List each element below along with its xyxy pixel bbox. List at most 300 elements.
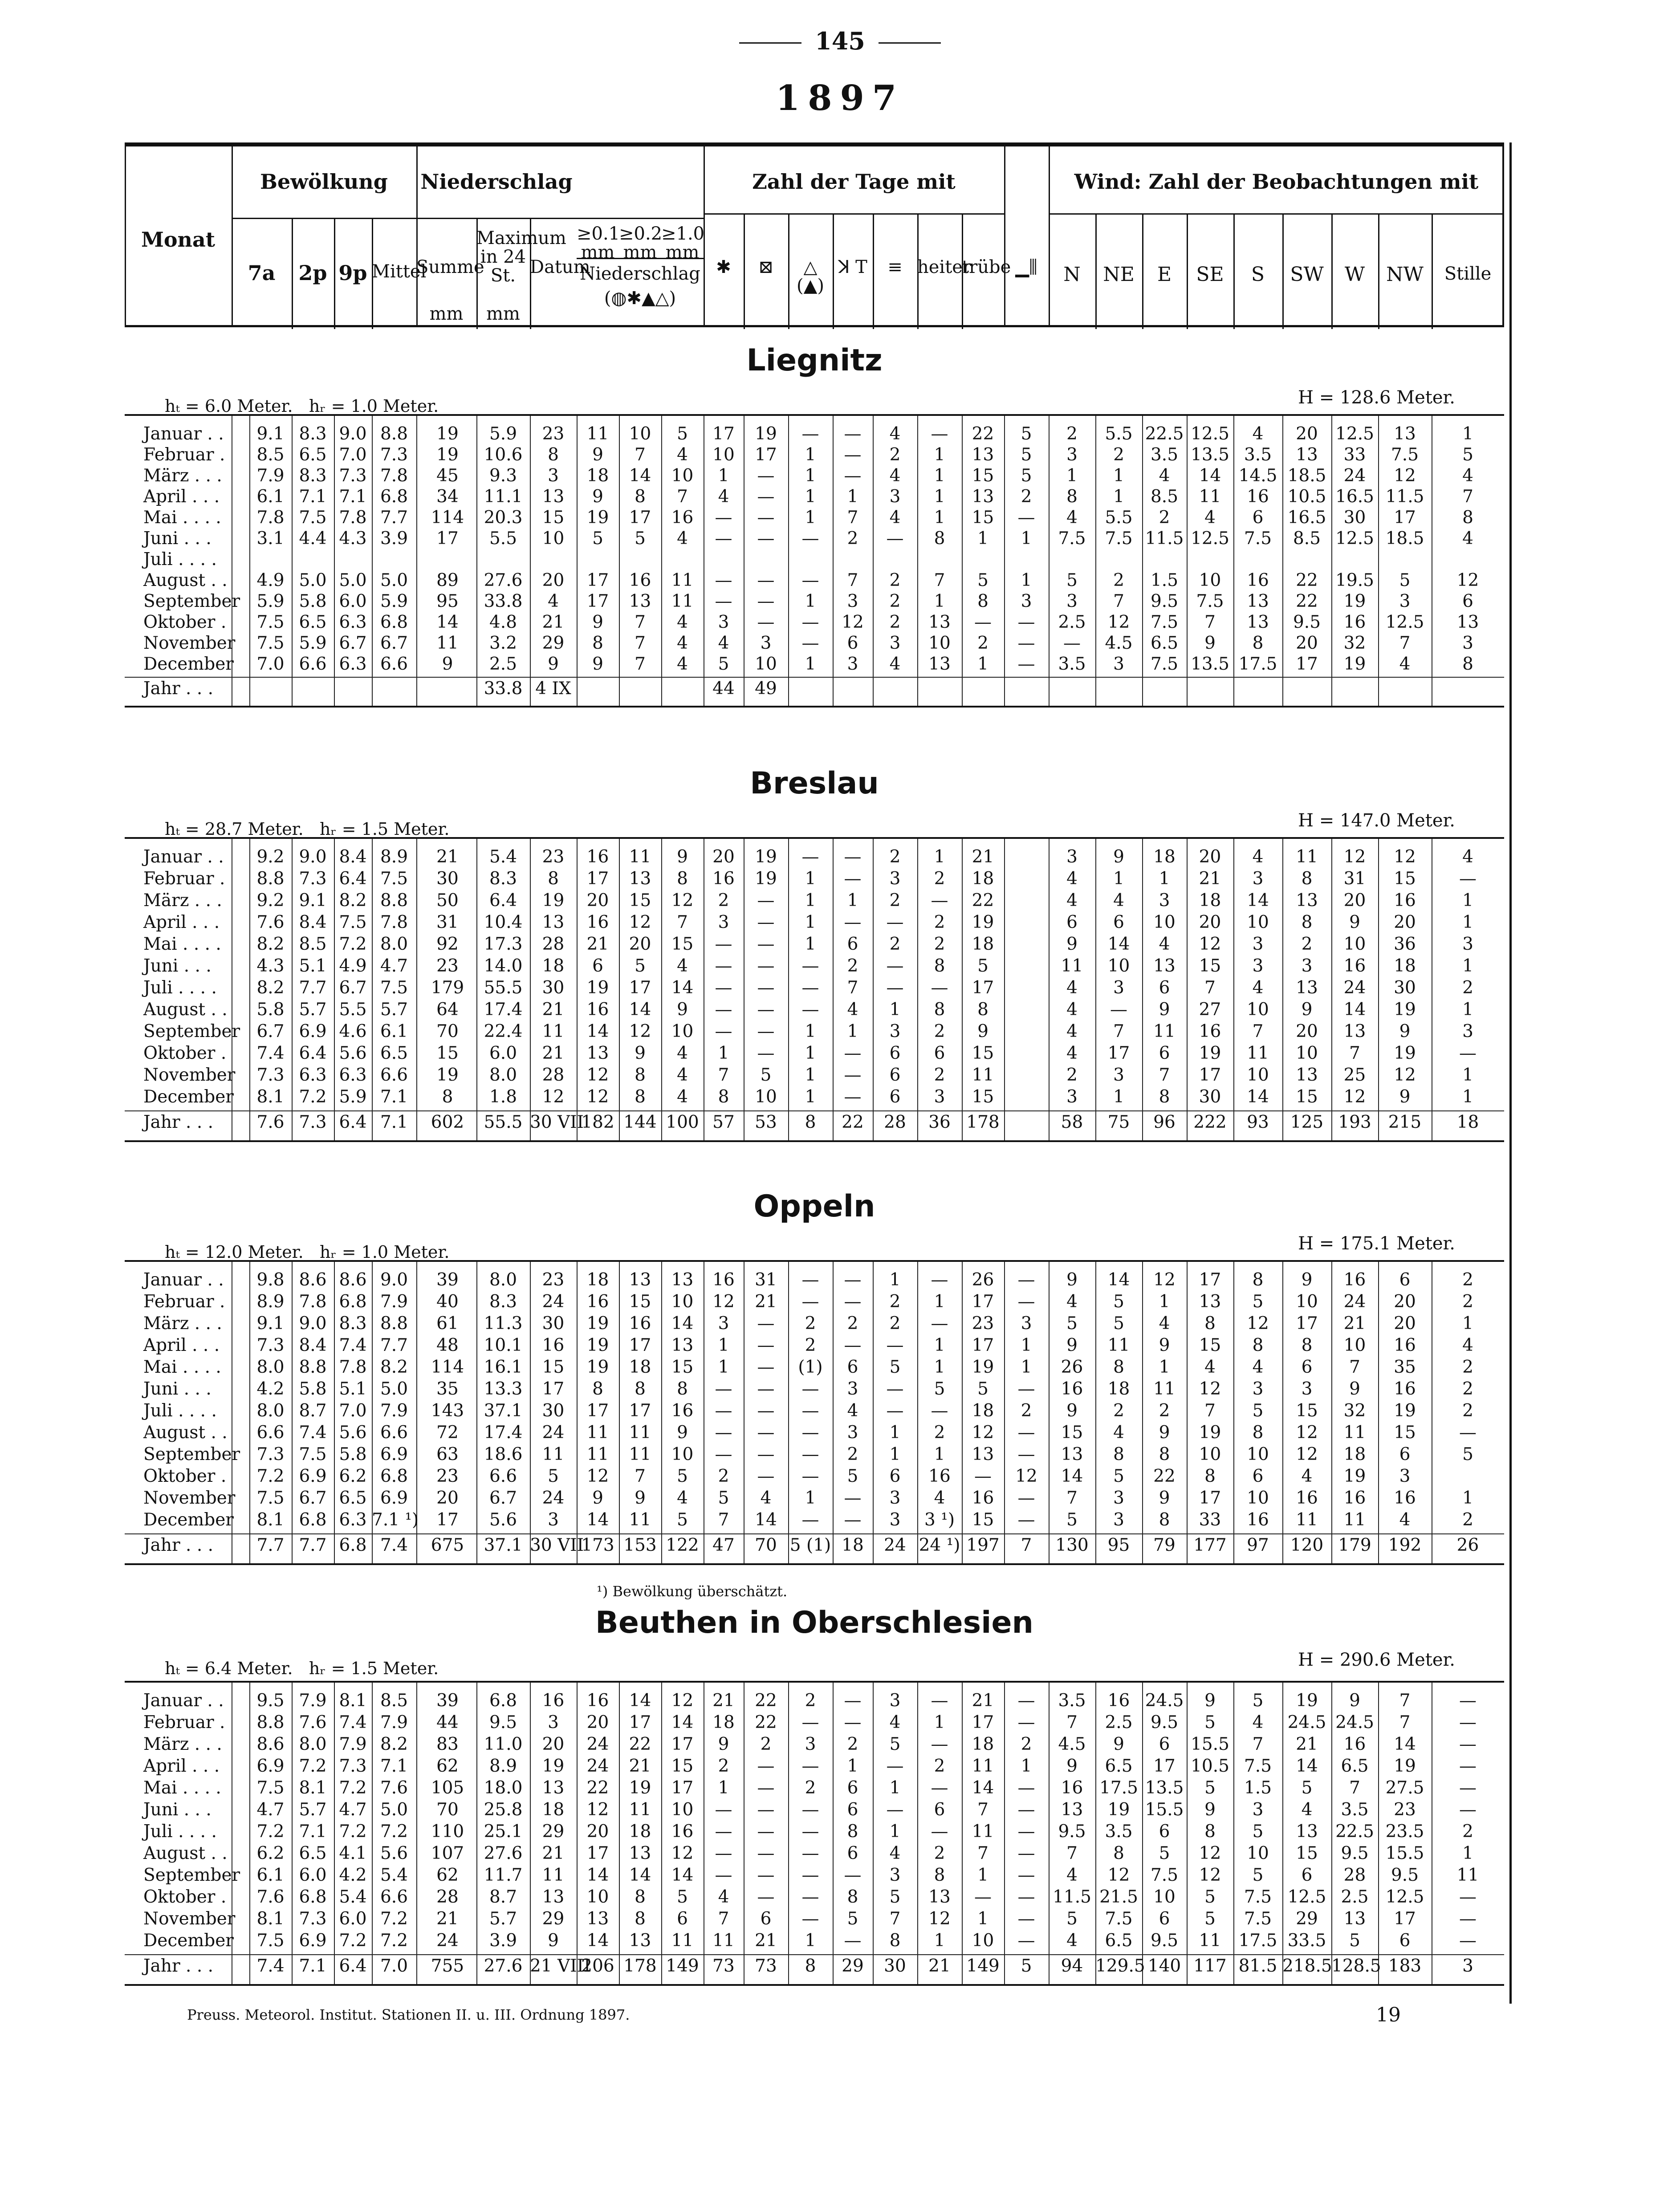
- table-cell: 5: [1399, 570, 1411, 590]
- table-cell: 5: [1252, 1401, 1264, 1421]
- table-cell: 12.5: [1191, 529, 1229, 549]
- table-cell: 2: [847, 1444, 858, 1464]
- table-cell: 10.4: [484, 912, 523, 932]
- table-cell: —: [757, 591, 775, 611]
- table-cell: 6.1: [380, 1021, 408, 1041]
- table-cell: 2: [889, 612, 901, 632]
- table-cell: 6.3: [339, 612, 367, 632]
- table-cell: —: [844, 1292, 862, 1312]
- table-cell: 19: [1296, 1691, 1318, 1711]
- table-cell: 7: [1066, 1843, 1078, 1863]
- table-cell: 10: [1296, 1292, 1318, 1312]
- table-cell: 12.5: [1335, 529, 1374, 549]
- table-cell: 7: [718, 1909, 729, 1929]
- table-cell: 2: [847, 1314, 858, 1334]
- table-cell: 3: [1399, 1466, 1411, 1486]
- table-cell: —: [715, 978, 732, 998]
- table-cell: —: [757, 1887, 775, 1907]
- table-cell: 1: [847, 1021, 858, 1041]
- table-cell: 6.3: [299, 1065, 327, 1085]
- table-cell: 3: [548, 1712, 559, 1732]
- month-label: August . .: [143, 1843, 228, 1863]
- table-cell: 7.4: [339, 1712, 367, 1732]
- table-cell: 9.2: [256, 891, 285, 911]
- table-cell: 7.7: [256, 1535, 285, 1555]
- table-cell: 17.5: [1238, 1931, 1277, 1951]
- table-cell: —: [931, 891, 948, 911]
- table-cell: 1: [718, 1778, 729, 1798]
- table-cell: 6: [677, 1909, 688, 1929]
- table-cell: 9.5: [1150, 591, 1179, 611]
- table-cell: 14: [586, 1510, 609, 1530]
- table-cell: 16: [1394, 1335, 1416, 1355]
- table-cell: —: [757, 1379, 775, 1399]
- table-cell: 8.1: [256, 1087, 285, 1107]
- table-cell: 8: [1462, 654, 1473, 674]
- table-cell: 7.1: [299, 487, 327, 507]
- table-cell: 4: [1462, 466, 1473, 486]
- table-cell: 4: [1252, 1357, 1264, 1377]
- table-cell: 19: [755, 869, 777, 889]
- table-cell: 10: [1247, 1000, 1269, 1020]
- table-cell: 12: [586, 1466, 609, 1486]
- month-label: Juli . . . .: [143, 1401, 217, 1421]
- hr-label: hᵣ = 1.5 Meter.: [309, 1659, 439, 1678]
- month-label: December: [143, 654, 234, 674]
- table-cell: 13: [1153, 956, 1176, 976]
- table-cell: 95: [1107, 1535, 1130, 1555]
- table-cell: 21: [712, 1691, 735, 1711]
- table-cell: 6.3: [339, 1510, 367, 1530]
- table-cell: —: [757, 891, 775, 911]
- table-cell: 19.5: [1335, 570, 1374, 590]
- table-cell: 6.3: [339, 654, 367, 674]
- table-cell: 1: [1462, 1065, 1473, 1085]
- table-cell: 22.5: [1335, 1822, 1374, 1842]
- table-cell: 10: [671, 1021, 694, 1041]
- table-cell: 149: [666, 1956, 699, 1976]
- table-cell: 4: [1066, 1865, 1078, 1885]
- month-label: August . .: [143, 1423, 228, 1443]
- table-cell: 1: [805, 891, 816, 911]
- table-cell: 9.1: [256, 1314, 285, 1334]
- table-cell: 17: [972, 1712, 994, 1732]
- table-cell: 5: [977, 570, 988, 590]
- table-rule: [125, 1110, 1504, 1111]
- table-cell: 33.5: [1287, 1931, 1326, 1951]
- table-cell: 3 ¹): [924, 1510, 955, 1530]
- table-cell: 4: [718, 1887, 729, 1907]
- table-cell: 5: [1252, 1691, 1264, 1711]
- table-cell: 17: [712, 424, 735, 444]
- table-cell: 9: [677, 1000, 688, 1020]
- table-cell: 15: [542, 1357, 565, 1377]
- table-cell: 16: [1199, 1021, 1221, 1041]
- table-cell: 12.5: [1191, 424, 1229, 444]
- table-cell: 5.6: [380, 1843, 408, 1863]
- month-label: November: [143, 1065, 236, 1085]
- table-cell: 16.5: [1287, 508, 1326, 528]
- table-cell: 21: [542, 1843, 565, 1863]
- table-cell: 114: [431, 1357, 464, 1377]
- table-cell: —: [1017, 633, 1035, 653]
- table-cell: 19: [586, 978, 609, 998]
- table-cell: 13: [928, 612, 951, 632]
- table-cell: 3: [1159, 891, 1170, 911]
- table-cell: —: [886, 1379, 904, 1399]
- station-ht: [165, 396, 439, 416]
- table-cell: 11: [542, 1444, 565, 1464]
- table-cell: 14: [1199, 466, 1221, 486]
- table-cell: 11: [972, 1065, 994, 1085]
- table-cell: 93: [1247, 1112, 1269, 1132]
- ht-label: hₜ = 6.4 Meter.: [165, 1659, 293, 1678]
- table-cell: 83: [436, 1734, 459, 1754]
- table-cell: 4: [1204, 508, 1216, 528]
- table-cell: 35: [436, 1379, 459, 1399]
- table-cell: 11: [1153, 1379, 1176, 1399]
- table-cell: 5.0: [380, 1800, 408, 1820]
- table-cell: 17: [586, 1843, 609, 1863]
- table-cell: 15: [972, 466, 994, 486]
- month-label: März . . .: [143, 1734, 222, 1754]
- table-cell: 1: [1462, 1488, 1473, 1508]
- table-cell: 7.6: [256, 912, 285, 932]
- table-cell: 29: [1296, 1909, 1318, 1929]
- table-cell: 1: [847, 487, 858, 507]
- table-cell: 8.1: [339, 1691, 367, 1711]
- table-cell: 5: [1021, 466, 1032, 486]
- table-cell: 14.0: [484, 956, 523, 976]
- table-cell: 6.7: [339, 978, 367, 998]
- table-cell: 8: [677, 1379, 688, 1399]
- table-cell: 14: [629, 1865, 651, 1885]
- table-cell: 9: [1204, 633, 1216, 653]
- table-cell: —: [844, 1335, 862, 1355]
- table-cell: 6.5: [299, 445, 327, 465]
- table-cell: 4.7: [380, 956, 408, 976]
- table-cell: 7.0: [339, 1401, 367, 1421]
- header-rule: [1049, 213, 1504, 215]
- table-cell: 5.9: [489, 424, 517, 444]
- table-cell: 21: [542, 1043, 565, 1063]
- table-cell: 4.9: [339, 956, 367, 976]
- table-cell: 2: [1159, 508, 1170, 528]
- table-cell: 8.7: [299, 1401, 327, 1421]
- table-cell: 5: [592, 529, 603, 549]
- table-cell: 7.1: [380, 1087, 408, 1107]
- table-cell: 4: [677, 1488, 688, 1508]
- table-cell: 18: [629, 1822, 651, 1842]
- table-cell: 12: [972, 1423, 994, 1443]
- table-cell: 13: [586, 1909, 609, 1929]
- table-cell: 143: [431, 1401, 464, 1421]
- table-cell: 2: [1021, 487, 1032, 507]
- table-cell: 7.2: [380, 1909, 408, 1929]
- table-cell: 7.5: [1058, 529, 1086, 549]
- table-cell: —: [801, 1822, 819, 1842]
- table-cell: 12: [928, 1909, 951, 1929]
- table-cell: 4: [889, 424, 901, 444]
- table-cell: 7: [1399, 1712, 1411, 1732]
- table-cell: —: [1017, 1270, 1035, 1290]
- table-rule: [125, 677, 1504, 678]
- table-cell: 8.5: [299, 934, 327, 954]
- table-cell: 8: [1159, 1444, 1170, 1464]
- table-cell: 1: [1113, 466, 1124, 486]
- table-cell: 21: [586, 934, 609, 954]
- table-cell: 18: [842, 1535, 864, 1555]
- station-title: Liegnitz: [746, 343, 883, 378]
- table-cell: 12.5: [1385, 1887, 1424, 1907]
- table-cell: 50: [436, 891, 459, 911]
- table-cell: 16: [671, 1401, 694, 1421]
- table-cell: 20.3: [484, 508, 523, 528]
- table-cell: 22.4: [484, 1021, 523, 1041]
- table-cell: 36: [928, 1112, 951, 1132]
- table-cell: 16: [972, 1488, 994, 1508]
- table-cell: 16: [1061, 1778, 1083, 1798]
- table-cell: 14: [586, 1021, 609, 1041]
- table-cell: 10: [972, 1931, 994, 1951]
- table-cell: 6: [1159, 1909, 1170, 1929]
- table-cell: 8: [977, 1000, 988, 1020]
- table-cell: 13: [629, 1843, 651, 1863]
- table-cell: —: [844, 1712, 862, 1732]
- table-cell: 8: [1252, 1423, 1264, 1443]
- table-cell: 2: [805, 1335, 816, 1355]
- table-cell: 16.5: [1335, 487, 1374, 507]
- table-cell: 7.6: [299, 1712, 327, 1732]
- table-cell: 8.8: [380, 891, 408, 911]
- table-cell: 7.3: [299, 1909, 327, 1929]
- table-cell: 7.5: [256, 1778, 285, 1798]
- table-cell: 5: [1252, 1865, 1264, 1885]
- table-cell: 5: [1113, 1466, 1124, 1486]
- table-cell: —: [1459, 1756, 1477, 1776]
- table-cell: 22: [629, 1734, 651, 1754]
- table-cell: 12: [671, 891, 694, 911]
- table-cell: —: [1017, 1444, 1035, 1464]
- table-cell: 19: [1394, 1043, 1416, 1063]
- table-cell: —: [844, 1931, 862, 1951]
- table-cell: 7.5: [1150, 612, 1179, 632]
- table-cell: 12: [629, 912, 651, 932]
- table-cell: 5.9: [339, 1087, 367, 1107]
- ht-label: hₜ = 12.0 Meter.: [165, 1242, 304, 1262]
- table-cell: 9: [592, 654, 603, 674]
- table-cell: 28: [542, 934, 565, 954]
- table-cell: —: [715, 1423, 732, 1443]
- month-label: Februar .: [143, 1292, 225, 1312]
- table-cell: 7.3: [256, 1065, 285, 1085]
- table-cell: 15: [629, 891, 651, 911]
- table-cell: 4 IX: [535, 679, 571, 699]
- table-cell: 1: [977, 529, 988, 549]
- table-cell: 8.4: [299, 1335, 327, 1355]
- table-cell: —: [1110, 1000, 1127, 1020]
- table-cell: —: [931, 1314, 948, 1334]
- table-cell: 8.0: [380, 934, 408, 954]
- table-cell: 6: [889, 1466, 901, 1486]
- table-cell: 11: [671, 570, 694, 590]
- table-cell: 11.0: [484, 1734, 523, 1754]
- table-cell: 7.3: [299, 869, 327, 889]
- table-cell: 6: [889, 1065, 901, 1085]
- table-cell: 7: [1204, 978, 1216, 998]
- table-cell: 5: [1204, 1909, 1216, 1929]
- table-cell: —: [886, 978, 904, 998]
- table-cell: 17.5: [1099, 1778, 1138, 1798]
- table-cell: —: [801, 1423, 819, 1443]
- table-cell: 12: [712, 1292, 735, 1312]
- table-cell: 4.4: [299, 529, 327, 549]
- table-cell: —: [886, 1335, 904, 1355]
- table-cell: 95: [436, 591, 459, 611]
- table-cell: 6: [1159, 978, 1170, 998]
- table-cell: 17: [542, 1379, 565, 1399]
- table-cell: 8: [934, 956, 945, 976]
- table-cell: 6.9: [380, 1488, 408, 1508]
- table-cell: 17: [1199, 1488, 1221, 1508]
- table-cell: 5: [1066, 570, 1078, 590]
- table-cell: 4: [889, 1712, 901, 1732]
- table-cell: 3: [805, 1734, 816, 1754]
- table-cell: 4: [934, 1488, 945, 1508]
- table-cell: 5: [1204, 1712, 1216, 1732]
- table-cell: 5: [977, 956, 988, 976]
- table-cell: 19: [755, 847, 777, 867]
- table-cell: 14: [1107, 934, 1130, 954]
- table-cell: 7.0: [256, 654, 285, 674]
- table-cell: —: [931, 978, 948, 998]
- table-cell: 12.5: [1385, 612, 1424, 632]
- table-cell: —: [801, 1887, 819, 1907]
- table-cell: 3: [1462, 1021, 1473, 1041]
- table-cell: 5.0: [380, 1379, 408, 1399]
- header-wind-col: SE: [1196, 263, 1224, 286]
- table-cell: 6: [1113, 912, 1124, 932]
- table-cell: 18: [629, 1357, 651, 1377]
- month-label: April . . .: [143, 1335, 220, 1355]
- table-cell: 8: [1204, 1822, 1216, 1842]
- table-cell: 23: [972, 1314, 994, 1334]
- table-cell: 1: [805, 1065, 816, 1085]
- table-cell: 8.3: [489, 1292, 517, 1312]
- table-cell: 5.8: [299, 1379, 327, 1399]
- table-cell: 26: [1456, 1535, 1479, 1555]
- table-cell: 17: [586, 1401, 609, 1421]
- table-cell: 13.5: [1145, 1778, 1184, 1798]
- table-cell: 4: [548, 591, 559, 611]
- month-label: December: [143, 1087, 234, 1107]
- table-cell: 107: [431, 1843, 464, 1863]
- month-label: August . .: [143, 1000, 228, 1020]
- table-cell: 1: [805, 934, 816, 954]
- table-cell: 7: [677, 912, 688, 932]
- table-cell: 89: [436, 570, 459, 590]
- table-cell: 9: [1399, 1021, 1411, 1041]
- table-cell: 20: [1394, 1292, 1416, 1312]
- table-cell: 6.3: [339, 1065, 367, 1085]
- table-cell: 33: [1199, 1510, 1221, 1530]
- table-cell: 5.5: [339, 1000, 367, 1020]
- table-cell: 16: [1061, 1379, 1083, 1399]
- table-cell: 1: [805, 1931, 816, 1951]
- table-cell: 13: [972, 487, 994, 507]
- table-cell: 12: [629, 1021, 651, 1041]
- table-cell: 21: [972, 1691, 994, 1711]
- table-header: [125, 142, 1504, 327]
- table-cell: 7.4: [256, 1043, 285, 1063]
- table-cell: 4: [677, 654, 688, 674]
- table-cell: 33.8: [484, 679, 523, 699]
- table-cell: 6: [847, 1800, 858, 1820]
- table-cell: 8.5: [1150, 487, 1179, 507]
- table-cell: 13: [1343, 1021, 1366, 1041]
- table-cell: 22: [1296, 570, 1318, 590]
- table-cell: 7.4: [256, 1956, 285, 1976]
- table-cell: 8: [1204, 1314, 1216, 1334]
- table-cell: 7.3: [380, 445, 408, 465]
- table-cell: 7.3: [299, 1112, 327, 1132]
- table-cell: 8: [718, 1087, 729, 1107]
- table-cell: 19: [1199, 1423, 1221, 1443]
- table-cell: 153: [623, 1535, 657, 1555]
- table-cell: 7: [677, 487, 688, 507]
- table-cell: 1: [805, 445, 816, 465]
- header-bew-col: 9p: [338, 261, 367, 285]
- table-cell: —: [757, 1444, 775, 1464]
- table-cell: 6.2: [339, 1466, 367, 1486]
- table-cell: 1: [1159, 1357, 1170, 1377]
- table-cell: 9: [1113, 1734, 1124, 1754]
- table-cell: 20: [1296, 633, 1318, 653]
- table-cell: 16: [1296, 1488, 1318, 1508]
- table-cell: 8: [635, 1887, 646, 1907]
- table-cell: 2: [889, 891, 901, 911]
- table-cell: 7: [1399, 633, 1411, 653]
- table-cell: 17.4: [484, 1000, 523, 1020]
- table-cell: 1: [718, 1335, 729, 1355]
- month-label: Mai . . . .: [143, 1357, 221, 1377]
- table-cell: 3: [1066, 445, 1078, 465]
- table-cell: 179: [431, 978, 464, 998]
- station-ht: [165, 1242, 449, 1262]
- table-cell: 17: [586, 869, 609, 889]
- table-cell: 4: [718, 487, 729, 507]
- table-cell: 11.5: [1053, 1887, 1091, 1907]
- table-cell: 8: [847, 1887, 858, 1907]
- table-cell: 6.9: [299, 1931, 327, 1951]
- table-cell: 8: [635, 1379, 646, 1399]
- table-cell: —: [801, 978, 819, 998]
- table-cell: 17: [436, 529, 459, 549]
- table-cell: 22: [586, 1778, 609, 1798]
- table-cell: 4: [1159, 466, 1170, 486]
- month-label: December: [143, 1510, 234, 1530]
- table-cell: 17: [1394, 1909, 1416, 1929]
- table-cell: 22.5: [1145, 424, 1184, 444]
- table-cell: 9: [1159, 1488, 1170, 1508]
- month-label: Juli . . . .: [143, 1822, 217, 1842]
- table-cell: 4.5: [1105, 633, 1133, 653]
- table-cell: 5: [677, 1510, 688, 1530]
- table-cell: 11: [629, 1800, 651, 1820]
- table-cell: 20: [712, 847, 735, 867]
- table-cell: —: [757, 1800, 775, 1820]
- table-cell: 8.8: [380, 1314, 408, 1334]
